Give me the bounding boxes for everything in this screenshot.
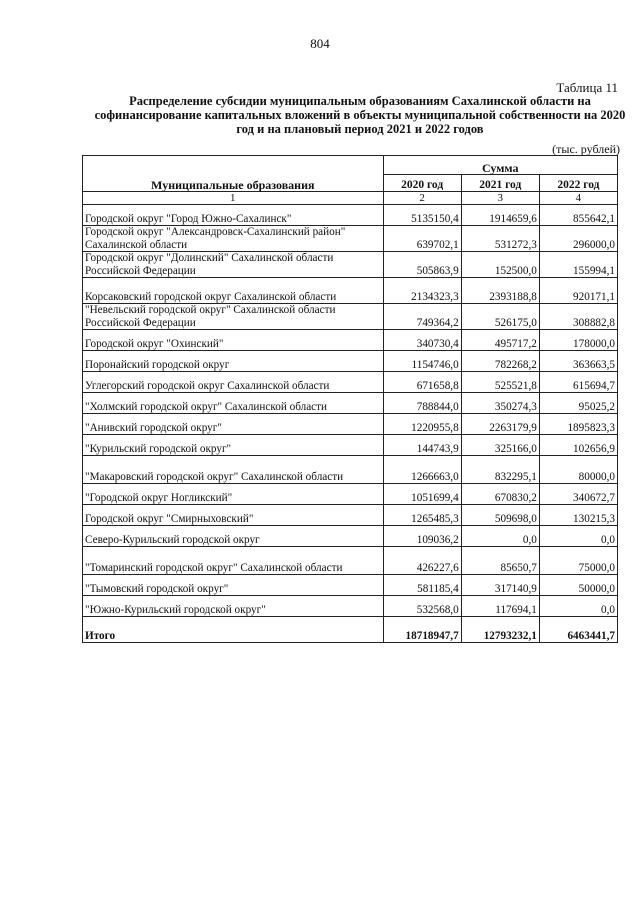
column-number: 1 — [83, 192, 384, 205]
value-2020: 1154746,0 — [383, 351, 461, 372]
municipality-name: "Тымовский городской округ" — [83, 575, 384, 596]
table-row — [83, 330, 618, 351]
column-number: 2 — [383, 192, 461, 205]
page-number: 804 — [310, 36, 330, 51]
units-label: (тыс. рублей) — [552, 142, 620, 156]
value-2020: 532568,0 — [383, 596, 461, 617]
column-number: 3 — [461, 192, 539, 205]
header-municipality: Муниципальные образования — [83, 156, 384, 192]
total-row — [83, 617, 618, 643]
municipality-name: "Макаровский городской округ" Сахалинской области — [83, 456, 384, 484]
header-year-2020: 2020 год — [383, 175, 461, 192]
header-sum: Сумма — [383, 156, 617, 175]
value-2020: 788844,0 — [383, 393, 461, 414]
municipality-name: Углегорский городской округ Сахалинской области — [83, 372, 384, 393]
municipality-name: Северо-Курильский городской округ — [83, 526, 384, 547]
value-2020: 505863,9 — [383, 252, 461, 278]
municipality-name: "Холмский городской округ" Сахалинской области — [83, 393, 384, 414]
value-2021: 1914659,6 — [461, 205, 539, 226]
municipality-name: "Южно-Курильский городской округ" — [83, 596, 384, 617]
value-2021: 525521,8 — [461, 372, 539, 393]
table-row — [83, 252, 618, 278]
table-row — [83, 456, 618, 484]
table-row — [83, 278, 618, 304]
municipality-name: Городской округ "Долинский" Сахалинской области Российской Федерации — [83, 252, 384, 278]
value-2021: 85650,7 — [461, 547, 539, 575]
value-2022: 920171,1 — [539, 278, 617, 304]
total-2022: 6463441,7 — [539, 617, 617, 643]
table-row — [83, 435, 618, 456]
municipality-name: "Городской округ Ногликский" — [83, 484, 384, 505]
table-row — [83, 547, 618, 575]
value-2020: 109036,2 — [383, 526, 461, 547]
value-2020: 5135150,4 — [383, 205, 461, 226]
municipality-name: Корсаковский городской округ Сахалинской области — [83, 278, 384, 304]
value-2020: 581185,4 — [383, 575, 461, 596]
value-2021: 526175,0 — [461, 304, 539, 330]
value-2021: 325166,0 — [461, 435, 539, 456]
value-2021: 670830,2 — [461, 484, 539, 505]
value-2022: 615694,7 — [539, 372, 617, 393]
total-2021: 12793232,1 — [461, 617, 539, 643]
table-row — [83, 526, 618, 547]
value-2022: 363663,5 — [539, 351, 617, 372]
header-year-2022: 2022 год — [539, 175, 617, 192]
value-2022: 340672,7 — [539, 484, 617, 505]
value-2022: 102656,9 — [539, 435, 617, 456]
value-2022: 75000,0 — [539, 547, 617, 575]
value-2022: 80000,0 — [539, 456, 617, 484]
municipality-name: "Анивский городской округ" — [83, 414, 384, 435]
header-year-2021: 2021 год — [461, 175, 539, 192]
value-2021: 782268,2 — [461, 351, 539, 372]
value-2022: 0,0 — [539, 596, 617, 617]
table-row — [83, 304, 618, 330]
table-label: Таблица 11 — [556, 80, 618, 95]
value-2022: 95025,2 — [539, 393, 617, 414]
value-2021: 350274,3 — [461, 393, 539, 414]
municipality-name: "Невельский городской округ" Сахалинской области Российской Федерации — [83, 304, 384, 330]
document-title: Распределение субсидии муниципальным образованиям Сахалинской области на софинансирование капитальных вложений в объекты муниципальной собственности на 2020 год и на плановый период 2021 и 2022 годов — [94, 94, 626, 136]
value-2021: 152500,0 — [461, 252, 539, 278]
table-row — [83, 484, 618, 505]
table-row — [83, 226, 618, 252]
value-2020: 639702,1 — [383, 226, 461, 252]
subsidy-table — [82, 155, 618, 643]
column-number: 4 — [539, 192, 617, 205]
value-2020: 1051699,4 — [383, 484, 461, 505]
value-2020: 426227,6 — [383, 547, 461, 575]
municipality-name: Городской округ "Смирныховский" — [83, 505, 384, 526]
value-2021: 531272,3 — [461, 226, 539, 252]
table-row — [83, 205, 618, 226]
value-2022: 1895823,3 — [539, 414, 617, 435]
table-row — [83, 414, 618, 435]
value-2022: 155994,1 — [539, 252, 617, 278]
value-2020: 1266663,0 — [383, 456, 461, 484]
value-2021: 832295,1 — [461, 456, 539, 484]
value-2021: 509698,0 — [461, 505, 539, 526]
value-2022: 130215,3 — [539, 505, 617, 526]
table-row — [83, 372, 618, 393]
municipality-name: Поронайский городской округ — [83, 351, 384, 372]
value-2021: 495717,2 — [461, 330, 539, 351]
value-2021: 317140,9 — [461, 575, 539, 596]
total-2020: 18718947,7 — [383, 617, 461, 643]
table-row — [83, 505, 618, 526]
value-2022: 0,0 — [539, 526, 617, 547]
value-2022: 855642,1 — [539, 205, 617, 226]
table-row — [83, 596, 618, 617]
value-2022: 296000,0 — [539, 226, 617, 252]
table-body — [83, 205, 618, 617]
municipality-name: "Курильский городской округ" — [83, 435, 384, 456]
value-2020: 2134323,3 — [383, 278, 461, 304]
value-2020: 1220955,8 — [383, 414, 461, 435]
value-2022: 178000,0 — [539, 330, 617, 351]
municipality-name: Городской округ "Город Южно-Сахалинск" — [83, 205, 384, 226]
table-row — [83, 393, 618, 414]
table-row — [83, 575, 618, 596]
value-2021: 0,0 — [461, 526, 539, 547]
value-2022: 50000,0 — [539, 575, 617, 596]
value-2021: 2393188,8 — [461, 278, 539, 304]
municipality-name: Городской округ "Охинский" — [83, 330, 384, 351]
total-label: Итого — [83, 617, 384, 643]
table-row — [83, 351, 618, 372]
value-2020: 340730,4 — [383, 330, 461, 351]
value-2022: 308882,8 — [539, 304, 617, 330]
value-2021: 2263179,9 — [461, 414, 539, 435]
value-2020: 671658,8 — [383, 372, 461, 393]
value-2020: 749364,2 — [383, 304, 461, 330]
value-2020: 1265485,3 — [383, 505, 461, 526]
municipality-name: "Томаринский городской округ" Сахалинской области — [83, 547, 384, 575]
value-2020: 144743,9 — [383, 435, 461, 456]
value-2021: 117694,1 — [461, 596, 539, 617]
municipality-name: Городской округ "Александровск-Сахалинский район" Сахалинской области — [83, 226, 384, 252]
